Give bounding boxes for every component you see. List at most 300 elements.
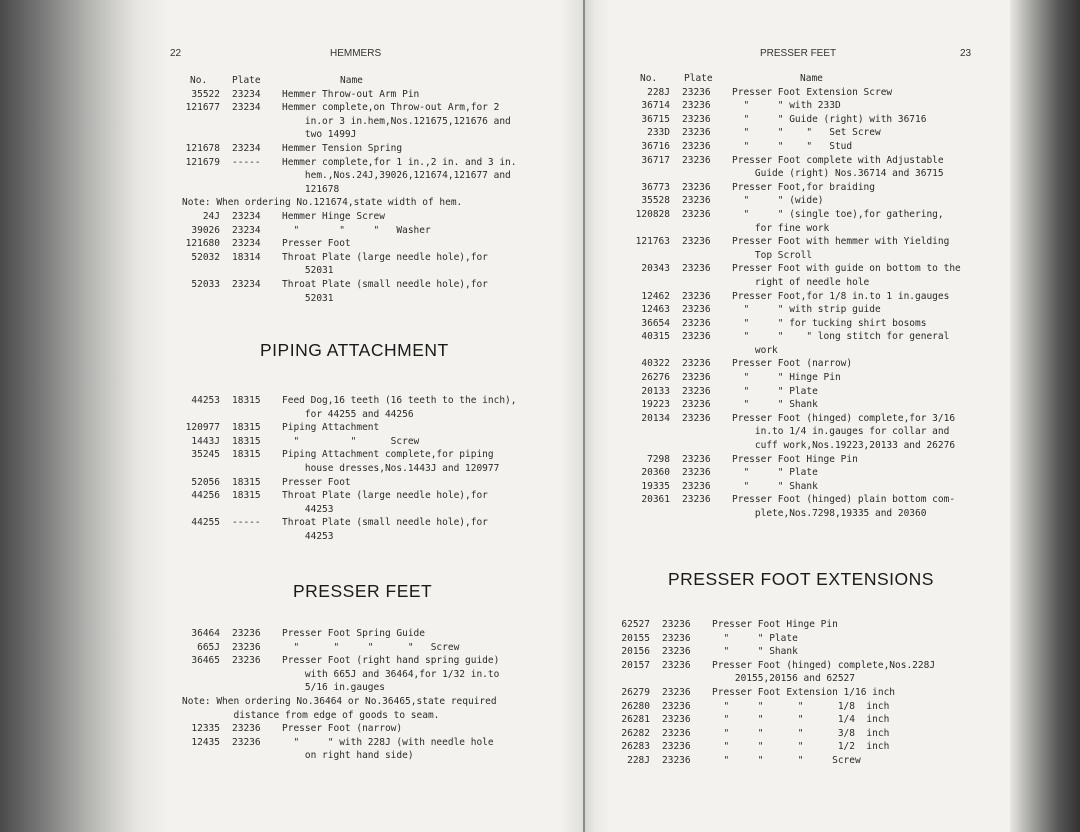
part-name: 5/16 in.gauges <box>282 682 385 694</box>
plate-number: ----- <box>232 156 261 168</box>
part-name: " " Shank <box>712 646 798 658</box>
table-row <box>600 740 1000 754</box>
part-number: 20156 <box>621 646 650 658</box>
plate-number: 23236 <box>682 358 711 370</box>
plate-number: 18315 <box>232 449 261 461</box>
table-row <box>600 618 1000 632</box>
part-name: Throat Plate (small needle hole),for <box>282 517 488 529</box>
plate-number: 23236 <box>682 304 711 316</box>
part-name: " " with strip guide <box>732 304 881 316</box>
part-number: 62527 <box>621 619 650 630</box>
col-header-name: Name <box>800 73 823 84</box>
plate-number: 23236 <box>662 741 691 753</box>
plate-number: 23236 <box>682 480 711 492</box>
part-name: in.to 1/4 in.gauges for collar and <box>732 426 950 438</box>
part-name: " " " 1/2 inch <box>712 741 890 753</box>
part-name: Presser Foot <box>282 476 351 488</box>
parts-table-presser-feet-cont <box>600 72 1000 521</box>
table-row <box>600 99 1000 113</box>
table-row <box>170 264 570 278</box>
part-number: 228J <box>627 754 650 766</box>
part-number: 7298 <box>647 453 670 465</box>
part-name: " " Shank <box>732 399 818 411</box>
table-row <box>170 394 570 408</box>
plate-number: 23234 <box>232 102 261 114</box>
part-number: 26279 <box>621 686 650 698</box>
part-name: Presser Foot (hinged) complete,Nos.228J <box>712 659 936 671</box>
part-name: 52031 <box>282 265 334 277</box>
table-row <box>600 507 1000 521</box>
part-name: Hemmer Throw-out Arm Pin <box>282 88 420 100</box>
table-row <box>170 251 570 265</box>
table-row <box>600 140 1000 154</box>
part-number: 20134 <box>641 412 670 424</box>
part-name: Presser Foot,for 1/8 in.to 1 in.gauges <box>732 290 950 302</box>
part-number: 44253 <box>191 395 220 406</box>
part-name: " " with 228J (with needle hole <box>282 736 494 748</box>
part-number: 36654 <box>641 317 670 329</box>
parts-table-presser-feet <box>170 627 570 763</box>
plate-number: 23236 <box>662 686 691 698</box>
table-row <box>170 435 570 449</box>
plate-number: 23234 <box>232 278 261 290</box>
note-text: Note: When ordering No.36464 or No.36465,state required <box>182 695 497 707</box>
table-row <box>170 115 570 129</box>
part-name: Presser Foot Extension 1/16 inch <box>712 686 896 698</box>
table-row <box>170 183 570 197</box>
plate-number: 23236 <box>662 714 691 726</box>
plate-number: 23236 <box>682 412 711 424</box>
part-name: Presser Foot Hinge Pin <box>732 453 858 465</box>
right-page <box>590 0 1010 832</box>
table-row <box>170 736 570 750</box>
part-number: 36773 <box>641 181 670 193</box>
table-row <box>170 448 570 462</box>
table-row <box>170 421 570 435</box>
part-number: 26276 <box>641 372 670 384</box>
table-row <box>170 88 570 102</box>
plate-number: 23236 <box>682 494 711 506</box>
part-name: Presser Foot with guide on bottom to the <box>732 263 961 275</box>
column-headers <box>170 74 570 88</box>
part-number: 19335 <box>641 480 670 492</box>
part-name: Presser Foot <box>282 238 351 250</box>
part-name: plete,Nos.7298,19335 and 20360 <box>732 508 927 519</box>
part-name: " " Hinge Pin <box>732 372 841 384</box>
part-name: house dresses,Nos.1443J and 120977 <box>282 462 500 474</box>
part-name: " " " 3/8 inch <box>712 727 890 739</box>
part-name: Presser Foot with hemmer with Yielding <box>732 236 950 248</box>
part-name: Presser Foot Extension Screw <box>732 86 893 98</box>
section-title: PIPING ATTACHMENT <box>260 340 449 360</box>
table-row <box>600 113 1000 127</box>
table-row <box>170 627 570 641</box>
table-row <box>170 641 570 655</box>
plate-number: 23236 <box>232 723 261 735</box>
table-row <box>600 222 1000 236</box>
parts-table-extensions <box>600 618 1000 768</box>
part-name: Presser Foot (hinged) complete,for 3/16 <box>732 412 956 424</box>
part-name: " " " long stitch for general <box>732 331 950 343</box>
part-number: 12463 <box>641 304 670 316</box>
table-row <box>600 493 1000 507</box>
part-number: 19223 <box>641 399 670 411</box>
part-name: " " " 1/4 inch <box>712 714 890 726</box>
part-name: Presser Foot Hinge Pin <box>712 619 838 630</box>
plate-number: 23236 <box>682 154 711 166</box>
table-row <box>170 210 570 224</box>
plate-number: 23236 <box>682 208 711 220</box>
col-header-no: No. <box>190 75 208 86</box>
table-row <box>600 727 1000 741</box>
plate-number: 23236 <box>682 140 711 152</box>
part-name: " " " Stud <box>732 140 853 152</box>
rows <box>170 394 570 544</box>
plate-number: 23234 <box>232 210 261 222</box>
plate-number: 23236 <box>662 619 691 630</box>
plate-number: 23236 <box>232 655 261 667</box>
part-number: 40315 <box>641 331 670 343</box>
plate-number: 23236 <box>682 372 711 384</box>
part-number: 233D <box>647 127 670 139</box>
part-name: " " (single toe),for gathering, <box>732 208 944 220</box>
table-row <box>170 709 570 723</box>
left-page <box>160 0 580 832</box>
part-number: 52032 <box>191 251 220 263</box>
part-name: " " Plate <box>732 467 818 479</box>
plate-number: 18315 <box>232 490 261 502</box>
note-text: Note: When ordering No.121674,state width of hem. <box>182 197 463 209</box>
part-name: Throat Plate (large needle hole),for <box>282 251 488 263</box>
rows <box>600 86 1000 521</box>
table-row <box>170 237 570 251</box>
part-number: 26281 <box>621 714 650 726</box>
table-row <box>170 489 570 503</box>
part-name: " " Shank <box>732 480 818 492</box>
part-name: 44253 <box>282 503 334 515</box>
plate-number: 23236 <box>682 331 711 343</box>
part-name: Presser Foot (narrow) <box>732 358 853 370</box>
table-row <box>600 357 1000 371</box>
part-number: 20157 <box>621 659 650 671</box>
rows <box>170 627 570 763</box>
part-name: " " " " Screw <box>282 641 460 653</box>
plate-number: 23236 <box>682 181 711 193</box>
plate-number: 23234 <box>232 224 261 236</box>
table-row <box>600 154 1000 168</box>
table-row <box>170 516 570 530</box>
part-number: 52056 <box>191 476 220 488</box>
plate-number: 23234 <box>232 142 261 154</box>
part-name: Piping Attachment <box>282 422 380 434</box>
part-name: Presser Foot Spring Guide <box>282 628 425 639</box>
part-number: 26282 <box>621 727 650 739</box>
part-number: 12335 <box>191 723 220 735</box>
table-row <box>170 142 570 156</box>
part-name: Feed Dog,16 teeth (16 teeth to the inch), <box>282 395 517 406</box>
part-number: 12462 <box>641 290 670 302</box>
plate-number: 18315 <box>232 422 261 434</box>
part-number: 20361 <box>641 494 670 506</box>
table-row <box>600 126 1000 140</box>
part-name: two 1499J <box>282 129 357 141</box>
part-number: 120977 <box>185 422 220 434</box>
part-name: Guide (right) Nos.36714 and 36715 <box>732 168 944 180</box>
table-row <box>170 681 570 695</box>
part-name: " " (wide) <box>732 195 824 207</box>
rows <box>600 618 1000 768</box>
part-name: work <box>732 344 778 356</box>
part-name: " " " Set Screw <box>732 127 881 139</box>
part-number: 228J <box>647 86 670 98</box>
part-name: Top Scroll <box>732 249 813 261</box>
part-number: 35522 <box>191 88 220 100</box>
plate-number: 23236 <box>662 727 691 739</box>
plate-number: 23236 <box>682 100 711 112</box>
part-name: Piping Attachment complete,for piping <box>282 449 494 461</box>
part-number: 20343 <box>641 263 670 275</box>
table-row <box>600 632 1000 646</box>
plate-number: ----- <box>232 517 261 529</box>
part-number: 52033 <box>191 278 220 290</box>
plate-number: 23236 <box>232 736 261 748</box>
parts-table-hemmers <box>170 74 570 305</box>
page-number: 23 <box>960 48 972 59</box>
table-row <box>600 167 1000 181</box>
table-row <box>170 408 570 422</box>
section-title: PRESSER FOOT EXTENSIONS <box>668 569 934 589</box>
part-name: 44253 <box>282 530 334 542</box>
part-name: right of needle hole <box>732 276 870 288</box>
plate-number: 23236 <box>682 113 711 125</box>
table-row <box>600 276 1000 290</box>
table-row <box>170 101 570 115</box>
part-number: 121763 <box>635 236 670 248</box>
table-row <box>170 196 570 210</box>
part-name: 121678 <box>282 183 340 195</box>
table-row <box>600 659 1000 673</box>
table-row <box>600 453 1000 467</box>
col-header-plate: Plate <box>232 75 261 86</box>
plate-number: 23236 <box>682 195 711 207</box>
part-name: for 44255 and 44256 <box>282 408 414 420</box>
part-name: 20155,20156 and 62527 <box>712 673 855 685</box>
plate-number: 23236 <box>682 86 711 98</box>
table-row <box>600 303 1000 317</box>
table-row <box>170 476 570 490</box>
part-number: 121678 <box>185 142 220 154</box>
part-name: 52031 <box>282 292 334 304</box>
part-number: 39026 <box>191 224 220 236</box>
table-row <box>600 385 1000 399</box>
plate-number: 23236 <box>662 646 691 658</box>
table-row <box>600 754 1000 768</box>
table-row <box>170 668 570 682</box>
plate-number: 23236 <box>682 290 711 302</box>
table-row <box>600 686 1000 700</box>
plate-number: 23236 <box>682 127 711 139</box>
col-header-name: Name <box>340 75 363 86</box>
part-number: 44255 <box>191 517 220 529</box>
part-number: 120828 <box>635 208 670 220</box>
table-row <box>600 344 1000 358</box>
plate-number: 23236 <box>662 700 691 712</box>
table-row <box>600 700 1000 714</box>
part-number: 35245 <box>191 449 220 461</box>
table-row <box>170 292 570 306</box>
part-name: " " for tucking shirt bosoms <box>732 317 927 329</box>
column-headers <box>600 72 1000 86</box>
part-name: hem.,Nos.24J,39026,121674,121677 and <box>282 170 511 182</box>
part-name: Hemmer complete,on Throw-out Arm,for 2 <box>282 102 500 114</box>
table-row <box>170 169 570 183</box>
table-row <box>170 749 570 763</box>
part-number: 26283 <box>621 741 650 753</box>
part-number: 44256 <box>191 490 220 502</box>
part-name: Presser Foot (right hand spring guide) <box>282 655 500 667</box>
plate-number: 23236 <box>662 659 691 671</box>
table-row <box>600 181 1000 195</box>
part-number: 36464 <box>191 628 220 639</box>
part-number: 121680 <box>185 238 220 250</box>
table-row <box>600 86 1000 100</box>
part-name: Presser Foot (narrow) <box>282 723 403 735</box>
book-spine <box>583 0 585 832</box>
part-number: 36715 <box>641 113 670 125</box>
part-name: Presser Foot (hinged) plain bottom com- <box>732 494 956 506</box>
rows <box>170 88 570 306</box>
part-name: Throat Plate (large needle hole),for <box>282 490 488 502</box>
part-name: Throat Plate (small needle hole),for <box>282 278 488 290</box>
part-number: 36465 <box>191 655 220 667</box>
table-row <box>600 249 1000 263</box>
part-name: " " Screw <box>282 435 420 447</box>
plate-number: 23236 <box>682 385 711 397</box>
plate-number: 23236 <box>232 641 261 653</box>
plate-number: 18315 <box>232 395 261 406</box>
plate-number: 23234 <box>232 88 261 100</box>
table-row <box>170 156 570 170</box>
table-row <box>600 290 1000 304</box>
plate-number: 23236 <box>662 754 691 766</box>
part-name: " " Plate <box>712 632 798 644</box>
part-number: 36717 <box>641 154 670 166</box>
part-name: " " " 1/8 inch <box>712 700 890 712</box>
plate-number: 23236 <box>682 317 711 329</box>
part-number: 665J <box>197 641 220 653</box>
table-row <box>600 480 1000 494</box>
part-name: with 665J and 36464,for 1/32 in.to <box>282 668 500 680</box>
part-number: 40322 <box>641 358 670 370</box>
scan-edge-left <box>0 0 170 832</box>
part-number: 12435 <box>191 736 220 748</box>
part-name: for fine work <box>732 222 830 234</box>
part-number: 36714 <box>641 100 670 112</box>
part-number: 35528 <box>641 195 670 207</box>
plate-number: 23234 <box>232 238 261 250</box>
table-row <box>170 530 570 544</box>
plate-number: 18315 <box>232 435 261 447</box>
plate-number: 23236 <box>682 467 711 479</box>
part-name: " " " Screw <box>712 754 861 766</box>
part-name: " " with 233D <box>732 100 841 112</box>
table-row <box>600 262 1000 276</box>
plate-number: 23236 <box>682 263 711 275</box>
part-number: 20155 <box>621 632 650 644</box>
table-row <box>600 439 1000 453</box>
scan-edge-right <box>1010 0 1080 832</box>
plate-number: 23236 <box>662 632 691 644</box>
table-row <box>600 317 1000 331</box>
running-header: PRESSER FEET <box>760 48 837 59</box>
table-row <box>600 713 1000 727</box>
table-row <box>600 672 1000 686</box>
running-header: HEMMERS <box>330 48 382 59</box>
table-row <box>600 425 1000 439</box>
part-name: " " Plate <box>732 385 818 397</box>
parts-table-piping <box>170 394 570 544</box>
table-row <box>600 412 1000 426</box>
table-row <box>600 466 1000 480</box>
col-header-plate: Plate <box>684 73 713 84</box>
part-name: " " " Washer <box>282 224 431 236</box>
part-name: Hemmer complete,for 1 in.,2 in. and 3 in. <box>282 156 517 168</box>
col-header-no: No. <box>640 73 658 84</box>
table-row <box>170 654 570 668</box>
table-row <box>170 224 570 238</box>
part-number: 24J <box>202 210 220 222</box>
table-row <box>170 278 570 292</box>
part-number: 36716 <box>641 140 670 152</box>
plate-number: 18315 <box>232 476 261 488</box>
plate-number: 23236 <box>682 453 711 465</box>
section-title: PRESSER FEET <box>293 581 433 601</box>
part-name: in.or 3 in.hem,Nos.121675,121676 and <box>282 115 511 127</box>
table-row <box>170 128 570 142</box>
part-number: 121677 <box>185 102 220 114</box>
plate-number: 23236 <box>682 236 711 248</box>
part-number: 20360 <box>641 467 670 479</box>
table-row <box>600 330 1000 344</box>
table-row <box>600 398 1000 412</box>
table-row <box>600 371 1000 385</box>
page-number: 22 <box>170 48 182 59</box>
table-row <box>600 235 1000 249</box>
table-row <box>170 503 570 517</box>
part-name: on right hand side) <box>282 750 414 762</box>
plate-number: 23236 <box>232 628 261 639</box>
part-name: cuff work,Nos.19223,20133 and 26276 <box>732 440 956 452</box>
part-name: Presser Foot,for braiding <box>732 181 875 193</box>
plate-number: 23236 <box>682 399 711 411</box>
part-name: Presser Foot complete with Adjustable <box>732 154 944 166</box>
plate-number: 18314 <box>232 251 261 263</box>
part-number: 26280 <box>621 700 650 712</box>
table-row <box>170 695 570 709</box>
part-name: " " Guide (right) with 36716 <box>732 113 927 125</box>
part-name: Hemmer Tension Spring <box>282 142 403 154</box>
note-text: distance from edge of goods to seam. <box>182 709 440 721</box>
table-row <box>600 645 1000 659</box>
table-row <box>170 722 570 736</box>
table-row <box>170 462 570 476</box>
part-number: 1443J <box>191 435 220 447</box>
table-row <box>600 194 1000 208</box>
part-name: Hemmer Hinge Screw <box>282 210 385 222</box>
part-number: 121679 <box>185 156 220 168</box>
table-row <box>600 208 1000 222</box>
part-number: 20133 <box>641 385 670 397</box>
